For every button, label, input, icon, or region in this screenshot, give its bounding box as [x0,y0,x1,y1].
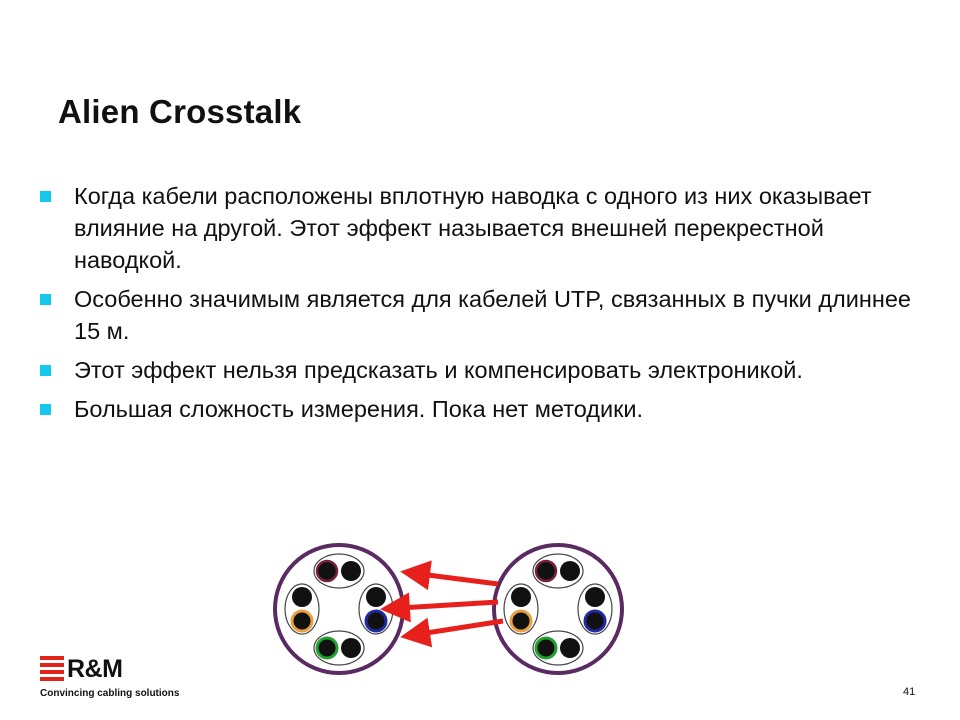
bullet-marker-icon [40,191,51,202]
bullet-item [40,180,920,276]
bullet-text: Этот эффект нельзя предсказать и компенсировать электроникой. [74,357,803,383]
bullet-marker-icon [40,365,51,376]
bullet-item [40,354,920,386]
bullet-item [40,283,920,347]
alien-crosstalk-diagram [268,536,624,686]
bullet-text: Когда кабели расположены вплотную наводка с одного из них оказывает влияние на другой. Этот эффект называется внешней перекрестной наводкой. [74,183,872,273]
bullet-marker-icon [40,404,51,415]
bullet-list [40,180,920,432]
logo-bars-icon [40,656,64,682]
bullet-item [40,393,920,425]
crosstalk-arrow-icon [420,621,503,634]
bullet-text: Большая сложность измерения. Пока нет методики. [74,396,644,422]
cable-left [275,545,403,673]
logo-tagline: Convincing cabling solutions [40,688,180,699]
bullet-text: Особенно значимым является для кабелей UTP, связанных в пучки длиннее 15 м. [74,286,911,344]
crosstalk-arrow-icon [420,574,498,584]
bullet-marker-icon [40,294,51,305]
crosstalk-arrow-icon [400,602,498,608]
logo-wordmark: R&M [67,655,123,683]
company-logo [40,654,210,704]
slide-title: Alien Crosstalk [58,93,302,130]
cable-right [494,545,622,673]
page-number: 41 [903,686,916,698]
